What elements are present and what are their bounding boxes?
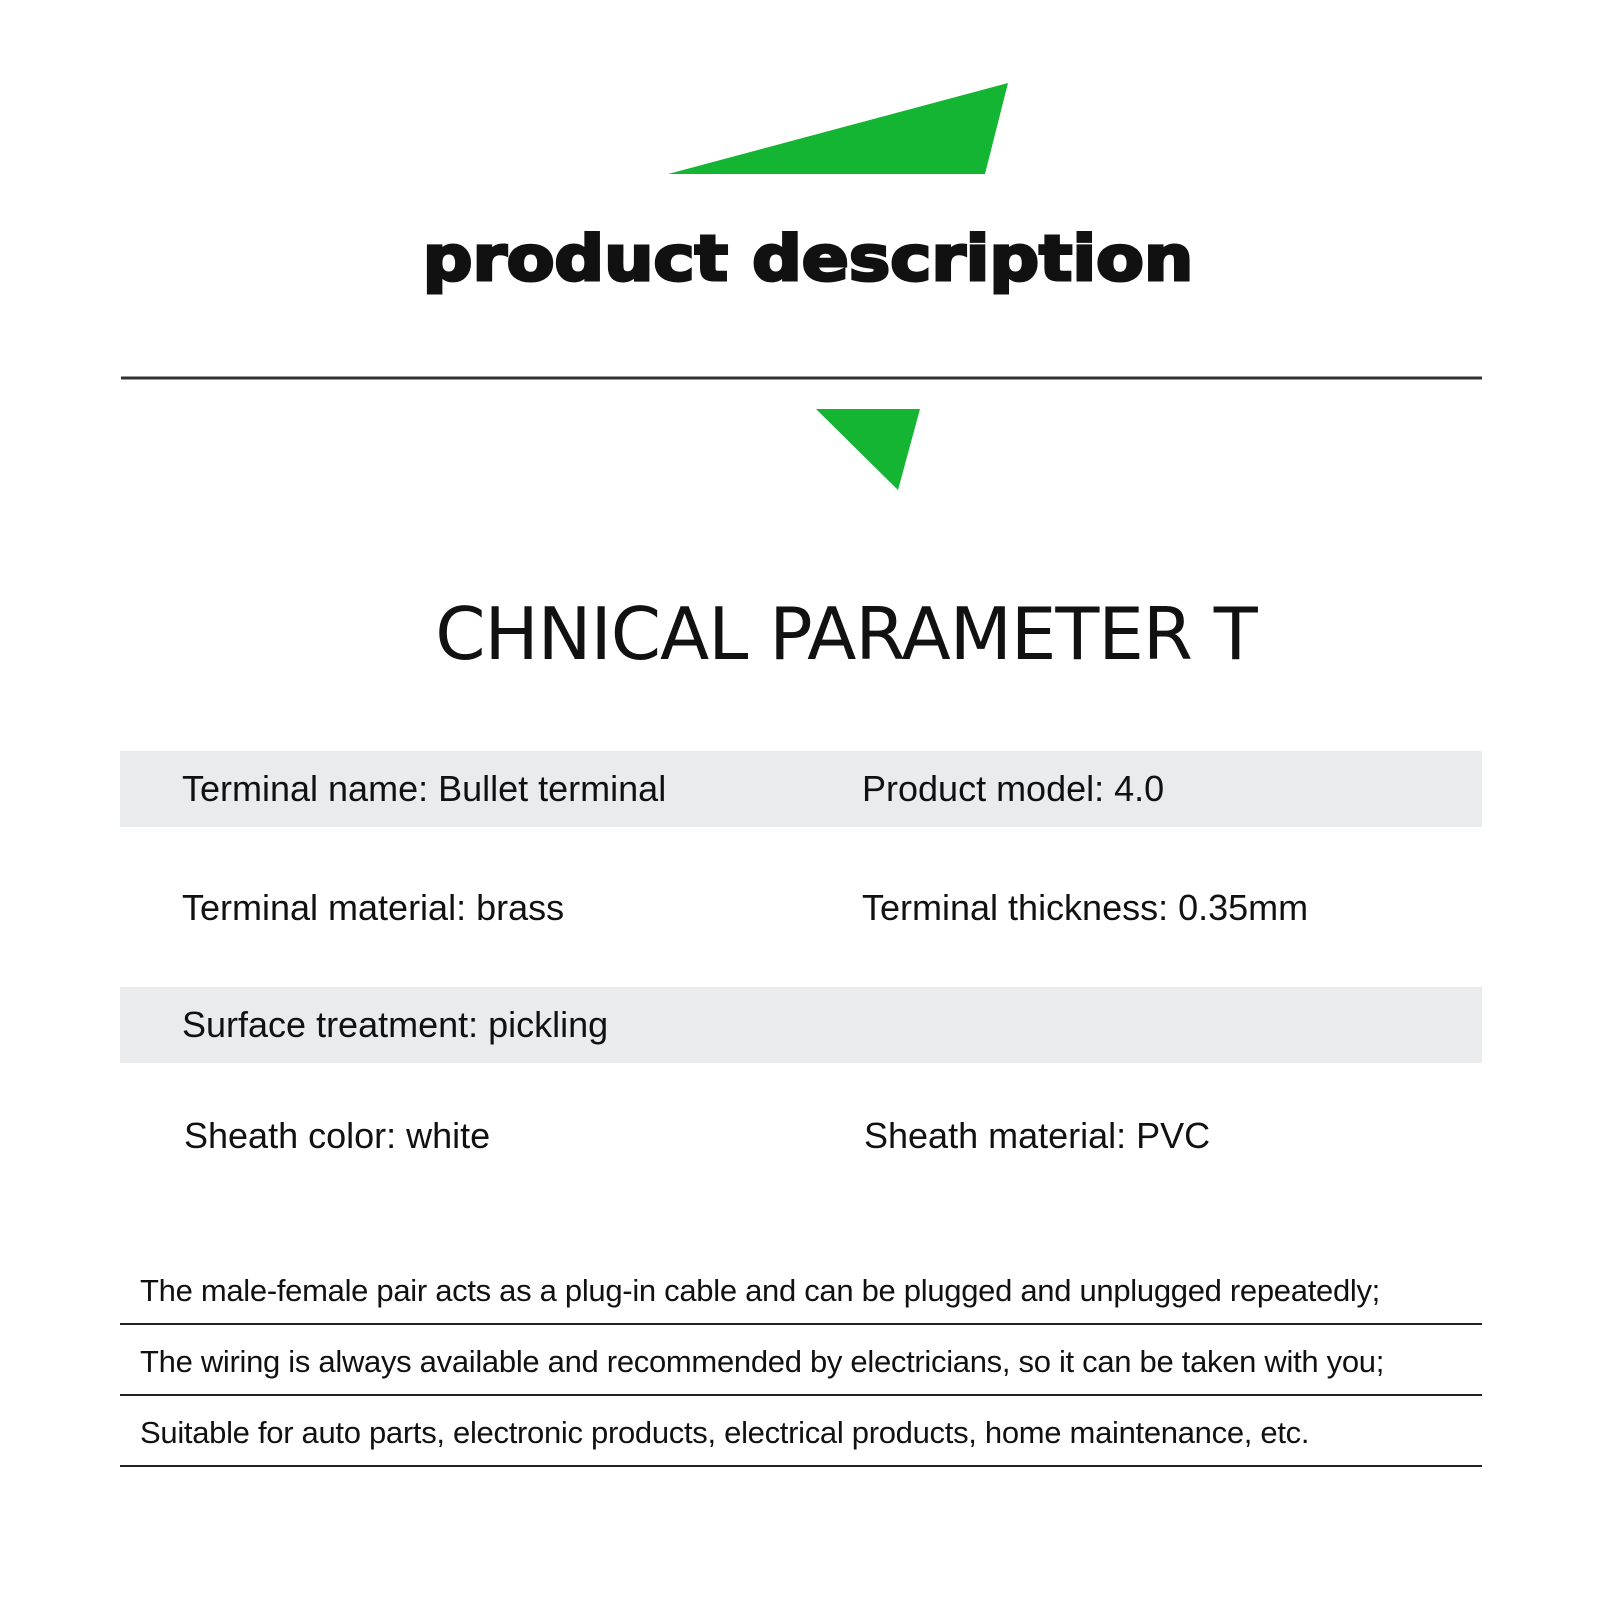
green-triangle-pointer (816, 409, 920, 490)
section-title: CHNICAL PARAMETER T (435, 592, 1257, 676)
param-product-model: Product model: 4.0 (862, 768, 1165, 809)
param-terminal-thickness: Terminal thickness: 0.35mm (862, 887, 1309, 928)
note-line (120, 1324, 1482, 1396)
param-row (120, 870, 1482, 946)
note-line (120, 1253, 1482, 1325)
param-terminal-name: Terminal name: Bullet terminal (182, 768, 667, 809)
note-line (120, 1395, 1482, 1467)
page-title: product description (422, 222, 1194, 295)
note-text: The wiring is always available and recommended by electricians, so it can be taken with you; (140, 1344, 1385, 1379)
param-sheath-material: Sheath material: PVC (864, 1115, 1211, 1156)
param-sheath-color: Sheath color: white (184, 1115, 491, 1156)
param-row (120, 1098, 1482, 1174)
green-wedge-top (668, 83, 1008, 174)
param-row (120, 751, 1482, 827)
param-terminal-material: Terminal material: brass (182, 887, 565, 928)
note-text: Suitable for auto parts, electronic products, electrical products, home maintenance, etc. (140, 1415, 1310, 1450)
note-text: The male-female pair acts as a plug-in cable and can be plugged and unplugged repeatedly; (140, 1273, 1380, 1308)
param-surface-treatment: Surface treatment: pickling (182, 1004, 609, 1045)
param-row (120, 987, 1482, 1063)
